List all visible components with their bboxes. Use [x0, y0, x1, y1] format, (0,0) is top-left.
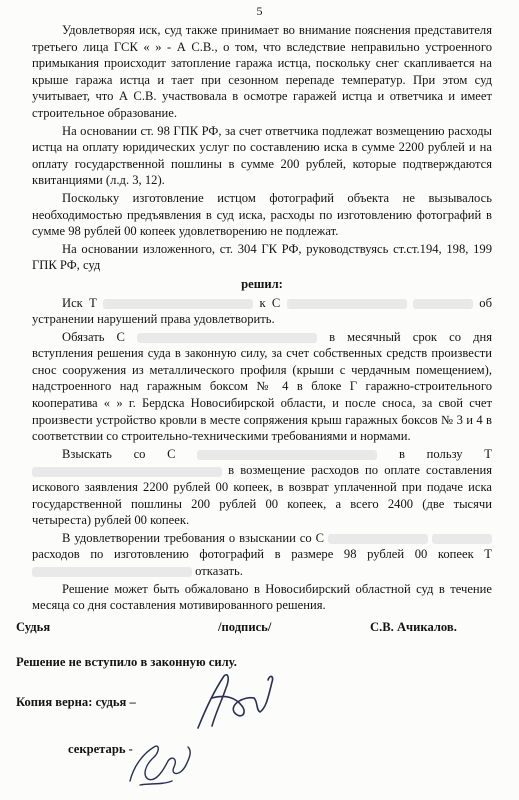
redacted-name — [413, 299, 473, 309]
recovery-start: Взыскать со С — [62, 446, 176, 461]
judge-name: С.В. Ачикалов. — [370, 620, 457, 634]
refusal-end: отказать. — [195, 564, 243, 578]
redacted-name — [328, 534, 428, 544]
redacted-name — [103, 299, 253, 309]
copy-certification: Копия верна: судья – — [16, 695, 136, 709]
redacted-name — [287, 299, 407, 309]
paragraph-5 — [32, 295, 492, 328]
paragraph-4: На основании изложенного, ст. 304 ГК РФ, руководствуясь ст.ст.194, 198, 199 ГПК РФ, суд — [32, 241, 492, 273]
obligation-start: Обязать С — [62, 329, 125, 344]
paragraph-3: Поскольку изготовление истцом фотографий объекта не вызывалось необходимостью предъявления в суд иска, расходы по изготовлению фотографий в сумме 98 рублей 00 копеек удовлетворению не подлежат. — [32, 190, 492, 239]
redacted-name — [137, 333, 317, 343]
signature-mark: /подпись/ — [218, 620, 272, 634]
recovery-to: в пользу Т — [399, 446, 492, 461]
redacted-name — [32, 467, 222, 477]
claim-start: Иск Т — [62, 295, 97, 310]
claim-end: об устранении нарушений права удовлетворить. — [32, 295, 493, 327]
obligation-body: в месячный срок со дня вступления решения суда в законную силу, за счет собственных средств произвести снос сооружения из металлического профиля (крыши с чердачным помещением), надстроенного над гаражным боксом № 4 в блоке Г гаражно-строительного кооператива « » г. Бердска Новосибирской области, и после сноса, за свой счет произвести устройство кровли в месте сопряжения крыш гаражных боксов № 3 и 4 в соответствии со строительно-техническими требованиями и нормами. — [32, 329, 493, 444]
decision-text — [32, 22, 492, 615]
paragraph-1: Удовлетворяя иск, суд также принимает во внимание пояснения представителя третьего лица ГСК « » - А С.В., о том, что вследствие неправильно устроенного примыкания происходит затопление гаража истца, поскольку снег скапливается на крыше гаража истца и тает при сезонном перепаде температур. При этом суд учитывает, что А С.В. участвовала в осмотре гаражей истца и ответчика и имеет строительное образование. — [32, 23, 492, 120]
redacted-name — [32, 567, 192, 577]
page-number: 5 — [256, 4, 263, 18]
paragraph-7 — [32, 446, 492, 529]
secretary-label: секретарь - — [68, 742, 133, 756]
paragraph-9: Решение может быть обжаловано в Новосибирский областной суд в течение месяца со дня составления мотивированного решения. — [32, 581, 492, 613]
paragraph-2: На основании ст. 98 ГПК РФ, за счет ответчика подлежат возмещению расходы истца на оплату юридических услуг по составлению иска в сумме 2200 рублей и на оплату государственной пошлины в сумме 200 рублей, которые подтверждаются квитанциями (л.д. 3, 12). — [32, 123, 492, 188]
redacted-name — [432, 534, 492, 544]
redacted-name — [197, 450, 377, 460]
judge-role: Судья — [16, 620, 51, 634]
claim-against: к С — [259, 295, 281, 310]
legal-status: Решение не вступило в законную силу. — [16, 655, 237, 669]
paragraph-6 — [32, 329, 492, 445]
refusal-start: В удовлетворении требования о взыскании со С — [62, 530, 325, 545]
recovery-body: в возмещение расходов по оплате составления искового заявления 2200 рублей 00 копеек, в возврат уплаченной при подаче иска государственной пошлины 200 рублей 00 копеек, а всего 2400 (две тысячи четыреста) рублей 00 копеек. — [32, 463, 492, 528]
paragraph-8 — [32, 530, 492, 580]
refusal-body: расходов по изготовлению фотографий в размере 98 рублей 00 копеек Т — [32, 547, 492, 562]
resolution-heading: решил: — [241, 276, 283, 291]
secretary-handwritten-signature — [120, 725, 200, 790]
